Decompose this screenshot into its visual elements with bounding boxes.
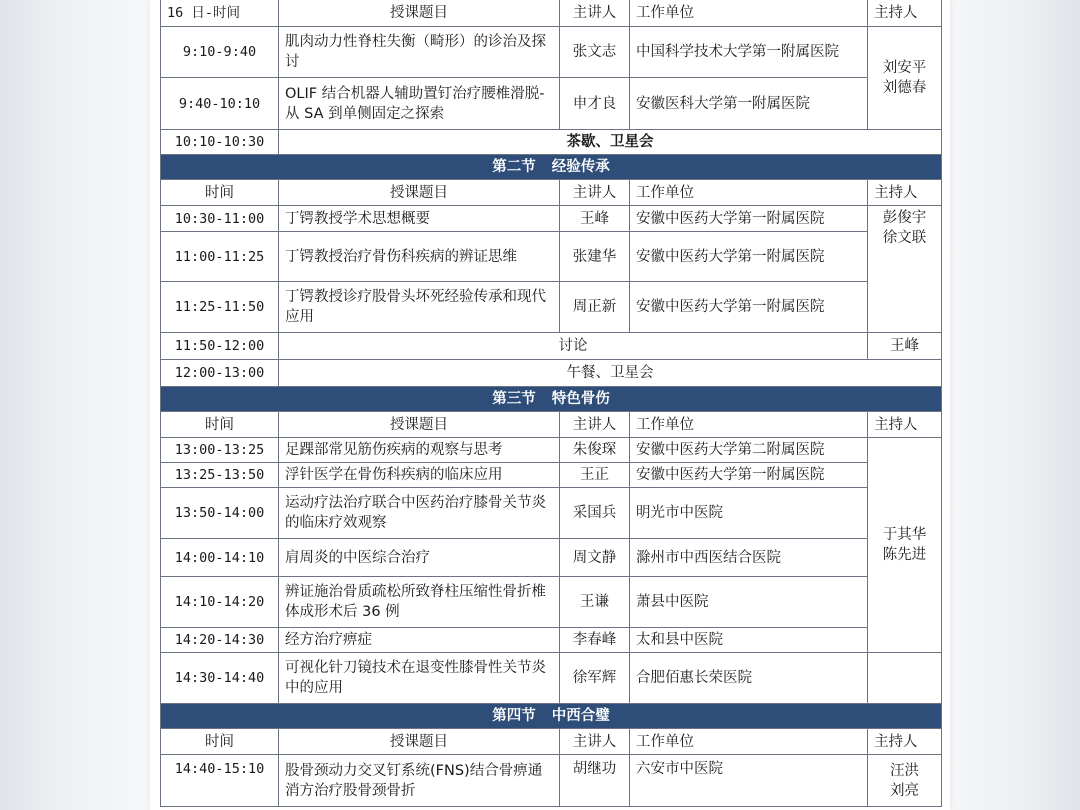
session-speaker: 王峰 bbox=[560, 206, 630, 232]
session-institution: 安徽中医药大学第一附属医院 bbox=[630, 282, 868, 333]
session-speaker: 申才良 bbox=[560, 78, 630, 130]
section-name: 特色骨伤 bbox=[551, 391, 610, 407]
speaker-header: 主讲人 bbox=[560, 412, 630, 438]
table-row bbox=[161, 438, 942, 463]
session-time: 13:50-14:00 bbox=[161, 488, 279, 539]
session-topic: 经方治疗痹症 bbox=[279, 628, 560, 653]
host-cell-empty bbox=[868, 653, 942, 704]
session-institution: 安徽医科大学第一附属医院 bbox=[630, 78, 868, 130]
session-institution: 安徽中医药大学第二附属医院 bbox=[630, 438, 868, 463]
speaker-header: 主讲人 bbox=[560, 729, 630, 755]
session-speaker: 徐军辉 bbox=[560, 653, 630, 704]
institution-header: 工作单位 bbox=[630, 0, 868, 27]
session-institution: 中国科学技术大学第一附属医院 bbox=[630, 27, 868, 78]
table-row bbox=[161, 488, 942, 539]
session-institution: 太和县中医院 bbox=[630, 628, 868, 653]
section-header bbox=[161, 155, 942, 180]
host-header: 主持人 bbox=[868, 0, 942, 27]
host-name: 刘安平 bbox=[882, 60, 927, 76]
section-number: 第二节 bbox=[492, 159, 536, 175]
section-name: 经验传承 bbox=[551, 159, 610, 175]
table-row bbox=[161, 78, 942, 130]
table-row bbox=[161, 27, 942, 78]
session-speaker: 胡继功 bbox=[560, 755, 630, 807]
section-number: 第三节 bbox=[492, 391, 536, 407]
host-header: 主持人 bbox=[868, 729, 942, 755]
break-time: 12:00-13:00 bbox=[161, 360, 279, 387]
table-row bbox=[161, 755, 942, 807]
time-header: 时间 bbox=[161, 412, 279, 438]
header-row bbox=[161, 412, 942, 438]
session-time: 14:00-14:10 bbox=[161, 539, 279, 577]
session-topic: 丁锷教授诊疗股骨头坏死经验传承和现代应用 bbox=[279, 282, 560, 333]
session-institution: 安徽中医药大学第一附属医院 bbox=[630, 206, 868, 232]
session-institution: 安徽中医药大学第一附属医院 bbox=[630, 463, 868, 488]
session-topic: 肌肉动力性脊柱失衡（畸形）的诊治及探讨 bbox=[279, 27, 560, 78]
section-number: 第四节 bbox=[492, 708, 536, 724]
time-header: 时间 bbox=[161, 180, 279, 206]
topic-header: 授课题目 bbox=[279, 180, 560, 206]
section-header bbox=[161, 704, 942, 729]
host-name: 徐文联 bbox=[882, 230, 927, 246]
session-topic: 可视化针刀镜技术在退变性膝骨性关节炎中的应用 bbox=[279, 653, 560, 704]
institution-header: 工作单位 bbox=[630, 180, 868, 206]
institution-header: 工作单位 bbox=[630, 729, 868, 755]
table-row bbox=[161, 539, 942, 577]
host-name: 陈先进 bbox=[882, 547, 927, 563]
session-topic: 浮针医学在骨伤科疾病的临床应用 bbox=[279, 463, 560, 488]
header-row bbox=[161, 729, 942, 755]
topic-header: 授课题目 bbox=[279, 412, 560, 438]
break-time: 10:10-10:30 bbox=[161, 130, 279, 155]
session-time: 10:30-11:00 bbox=[161, 206, 279, 232]
session-speaker: 周正新 bbox=[560, 282, 630, 333]
section-name: 中西合璧 bbox=[551, 708, 610, 724]
session-institution: 明光市中医院 bbox=[630, 488, 868, 539]
break-title: 午餐、卫星会 bbox=[279, 360, 942, 387]
host-name: 于其华 bbox=[882, 527, 927, 543]
session-time: 11:00-11:25 bbox=[161, 232, 279, 282]
host-header: 主持人 bbox=[868, 180, 942, 206]
host-name: 彭俊宇 bbox=[882, 210, 927, 226]
schedule-table bbox=[160, 0, 942, 807]
topic-header: 授课题目 bbox=[279, 0, 560, 27]
topic-header: 授课题目 bbox=[279, 729, 560, 755]
session-institution: 六安市中医院 bbox=[630, 755, 868, 807]
table-row bbox=[161, 206, 942, 232]
session-speaker: 采国兵 bbox=[560, 488, 630, 539]
session-time: 11:25-11:50 bbox=[161, 282, 279, 333]
host-name: 刘德春 bbox=[882, 80, 927, 96]
session-speaker: 李春峰 bbox=[560, 628, 630, 653]
session-institution: 滁州市中西医结合医院 bbox=[630, 539, 868, 577]
table-row bbox=[161, 463, 942, 488]
session-institution: 合肥佰惠长荣医院 bbox=[630, 653, 868, 704]
session-time: 13:00-13:25 bbox=[161, 438, 279, 463]
discussion-row bbox=[161, 333, 942, 360]
host-name: 刘亮 bbox=[890, 782, 919, 799]
session-time: 13:25-13:50 bbox=[161, 463, 279, 488]
discussion-title: 讨论 bbox=[279, 333, 868, 360]
discussion-host: 王峰 bbox=[868, 333, 942, 360]
table-row bbox=[161, 232, 942, 282]
host-cell bbox=[868, 755, 942, 807]
session-speaker: 王正 bbox=[560, 463, 630, 488]
session-speaker: 朱俊琛 bbox=[560, 438, 630, 463]
table-row bbox=[161, 282, 942, 333]
time-header: 时间 bbox=[161, 729, 279, 755]
host-name: 汪洪 bbox=[890, 762, 919, 779]
day-time-header: 16 日-时间 bbox=[161, 0, 279, 27]
discussion-time: 11:50-12:00 bbox=[161, 333, 279, 360]
break-row bbox=[161, 360, 942, 387]
session-topic: 股骨颈动力交叉钉系统(FNS)结合骨痹通消方治疗股骨颈骨折 bbox=[279, 755, 560, 807]
host-header: 主持人 bbox=[868, 412, 942, 438]
highlighted-row bbox=[161, 653, 942, 704]
break-row bbox=[161, 130, 942, 155]
session-speaker: 张文志 bbox=[560, 27, 630, 78]
table-row bbox=[161, 577, 942, 628]
break-title: 茶歇、卫星会 bbox=[279, 130, 942, 155]
host-cell bbox=[868, 206, 942, 333]
host-cell bbox=[868, 27, 942, 130]
institution-header: 工作单位 bbox=[630, 412, 868, 438]
session-time: 14:20-14:30 bbox=[161, 628, 279, 653]
session-topic: 足踝部常见筋伤疾病的观察与思考 bbox=[279, 438, 560, 463]
session-topic: OLIF 结合机器人辅助置钉治疗腰椎滑脱-从 SA 到单侧固定之探索 bbox=[279, 78, 560, 130]
session-topic: 运动疗法治疗联合中医药治疗膝骨关节炎的临床疗效观察 bbox=[279, 488, 560, 539]
speaker-header: 主讲人 bbox=[560, 180, 630, 206]
session-institution: 萧县中医院 bbox=[630, 577, 868, 628]
header-row bbox=[161, 0, 942, 27]
session-time: 14:30-14:40 bbox=[161, 653, 279, 704]
session-topic: 辨证施治骨质疏松所致脊柱压缩性骨折椎体成形术后 36 例 bbox=[279, 577, 560, 628]
host-cell bbox=[868, 438, 942, 653]
session-time: 14:40-15:10 bbox=[161, 755, 279, 807]
session-speaker: 张建华 bbox=[560, 232, 630, 282]
session-speaker: 周文静 bbox=[560, 539, 630, 577]
speaker-header: 主讲人 bbox=[560, 0, 630, 27]
session-speaker: 王谦 bbox=[560, 577, 630, 628]
section-header bbox=[161, 387, 942, 412]
session-topic: 肩周炎的中医综合治疗 bbox=[279, 539, 560, 577]
table-row bbox=[161, 628, 942, 653]
header-row bbox=[161, 180, 942, 206]
session-topic: 丁锷教授学术思想概要 bbox=[279, 206, 560, 232]
session-topic: 丁锷教授治疗骨伤科疾病的辨证思维 bbox=[279, 232, 560, 282]
session-time: 9:10-9:40 bbox=[161, 27, 279, 78]
session-time: 9:40-10:10 bbox=[161, 78, 279, 130]
session-institution: 安徽中医药大学第一附属医院 bbox=[630, 232, 868, 282]
session-time: 14:10-14:20 bbox=[161, 577, 279, 628]
